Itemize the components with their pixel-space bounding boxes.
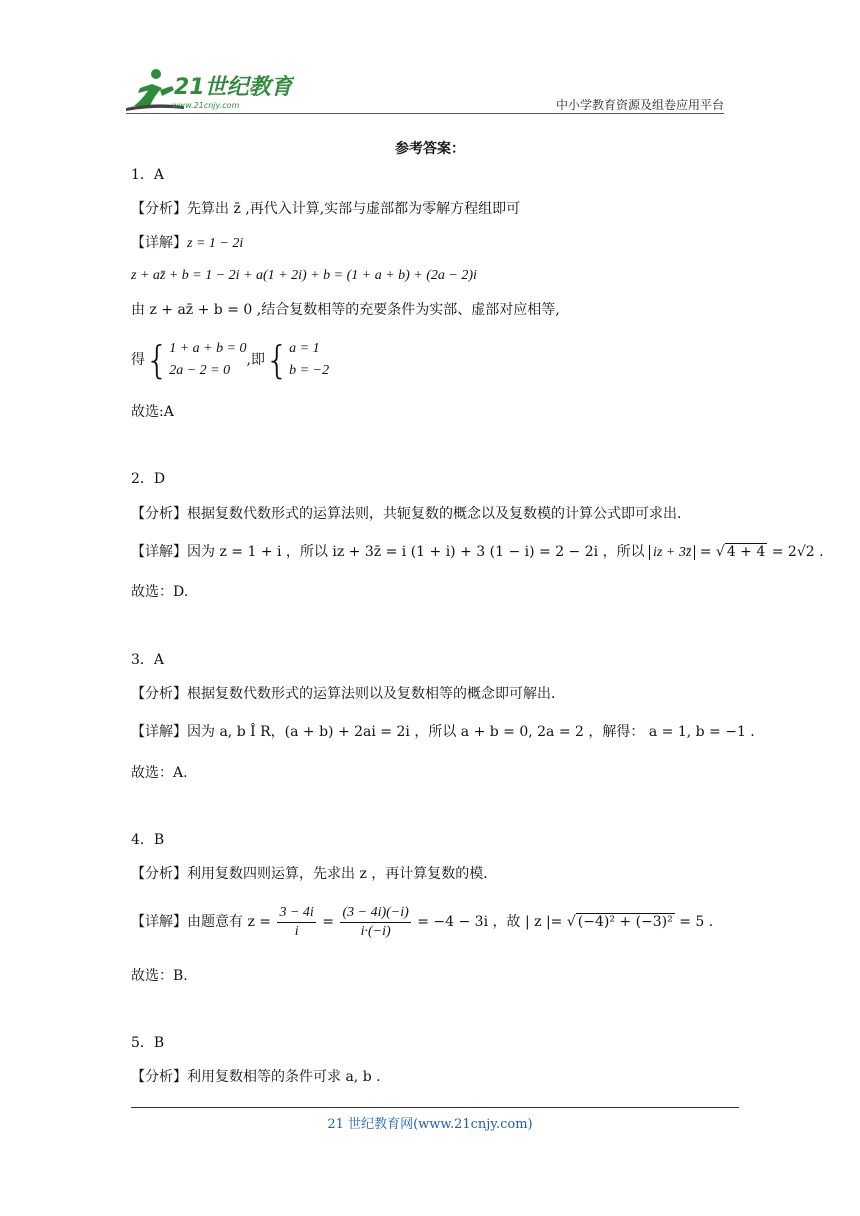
q4-tail: = −4 − 3i ，故 | z |= [412,914,567,930]
q4-frac2-num: (3 − 4i)(−i) [340,904,410,923]
q3-analysis: 【分析】根据复数代数形式的运算法则以及复数相等的概念即可解出． [131,686,565,702]
q4-frac1-den: i [294,923,299,939]
q4-analysis: 【分析】利用复数四则运算，先求出 z ，再计算复数的模． [131,866,498,882]
q1-ji: ,即 [246,352,265,368]
header-divider [126,113,724,114]
q1-system: 得{ 1 + a + b = 0 2a − 2 = 0 ,即{ a = 1 b = −2 [131,338,330,382]
q1-condition: 由 z + az̄ + b = 0 ,结合复数相等的充要条件为实部、虚部对应相等, [131,302,560,318]
q2-answer: 2．D [131,471,166,487]
q1-detail-label: 【详解】 [131,235,187,251]
q1-detail-eq: z = 1 − 2i [187,236,244,251]
logo-21cnjy [124,66,294,112]
q1-analysis: 【分析】先算出 z̄ ,再代入计算,实部与虚部都为零解方程组即可 [131,201,521,217]
q1-sys1-a: 1 + a + b = 0 [169,341,247,356]
footer-link[interactable]: 21 世纪教育网(www.21cnjy.com) [327,1117,533,1132]
q1-answer: 1．A [131,167,165,183]
q1-choice: 故选:A [131,404,174,420]
q5-answer: 5．B [131,1035,165,1051]
q1-sys1-b: 2a − 2 = 0 [169,363,231,378]
q3-detail: 【详解】因为 a, b Î R，(a + b) + 2ai = 2i ，所以 a + b = 0, 2a = 2 ，解得： a = 1, b = −1 . [131,724,755,740]
q1-detail [131,233,243,254]
q1-equation: z + az̄ + b = 1 − 2i + a(1 + 2i) + b = (1 + a + b) + (2a − 2)i [131,268,477,283]
q4-answer: 4．B [131,832,165,848]
q2-sqrt: 4 + 4 [726,544,766,560]
q4-detail: 【详解】由题意有 z = $\frac{3 - 4i}{i}$ = $\frac{(3 - 4i)(-i)}{i\cdot(-i)}$ = −4 − 3i ，故 | z |= √ (−4)² + (−3)² = 5 . [131,904,714,939]
platform-name: 中小学教育资源及组卷应用平台 [555,98,724,112]
q4-frac2-den: i·(−i) [360,923,391,939]
q2-detail-text: 【详解】因为 z = 1 + i ，所以 iz + 3z̄ = i (1 + i) + 3 (1 − i) = 2 − 2i ，所以 [131,544,650,560]
logo-text: 21世纪教育 [174,75,293,100]
q2-abs: iz + 3z̄ [649,545,695,560]
q4-detail-label: 【详解】由题意有 z = [131,914,276,930]
q2-result: = 2√2 . [767,544,824,560]
page-header [124,66,724,114]
q1-sys2-a: a = 1 [289,341,320,356]
q4-result: = 5 . [674,914,714,930]
q3-answer: 3．A [131,652,165,668]
q4-eq: = [317,914,339,930]
q5-analysis: 【分析】利用复数相等的条件可求 a, b . [131,1069,381,1085]
q4-choice: 故选：B. [131,968,188,984]
q4-sqrt: (−4)² + (−3)² [577,914,673,930]
q2-detail: 【详解】因为 z = 1 + i ，所以 iz + 3z̄ = i (1 + i) + 3 (1 − i) = 2 − 2i ，所以 iz + 3z̄ = √ 4 + 4 = 2√2 . [131,544,824,560]
q2-choice: 故选：D. [131,584,189,600]
q3-choice: 故选：A. [131,765,188,781]
q2-analysis: 【分析】根据复数代数形式的运算法则，共轭复数的概念以及复数模的计算公式即可求出． [131,506,691,522]
logo-url: www.21cnjy.com [172,101,240,110]
q4-frac1-num: 3 − 4i [277,904,315,923]
q1-de: 得 [131,352,145,368]
page-title: 参考答案： [395,141,465,157]
q1-sys2-b: b = −2 [289,363,330,378]
q2-eq: = [695,544,716,560]
footer-divider [131,1107,739,1108]
